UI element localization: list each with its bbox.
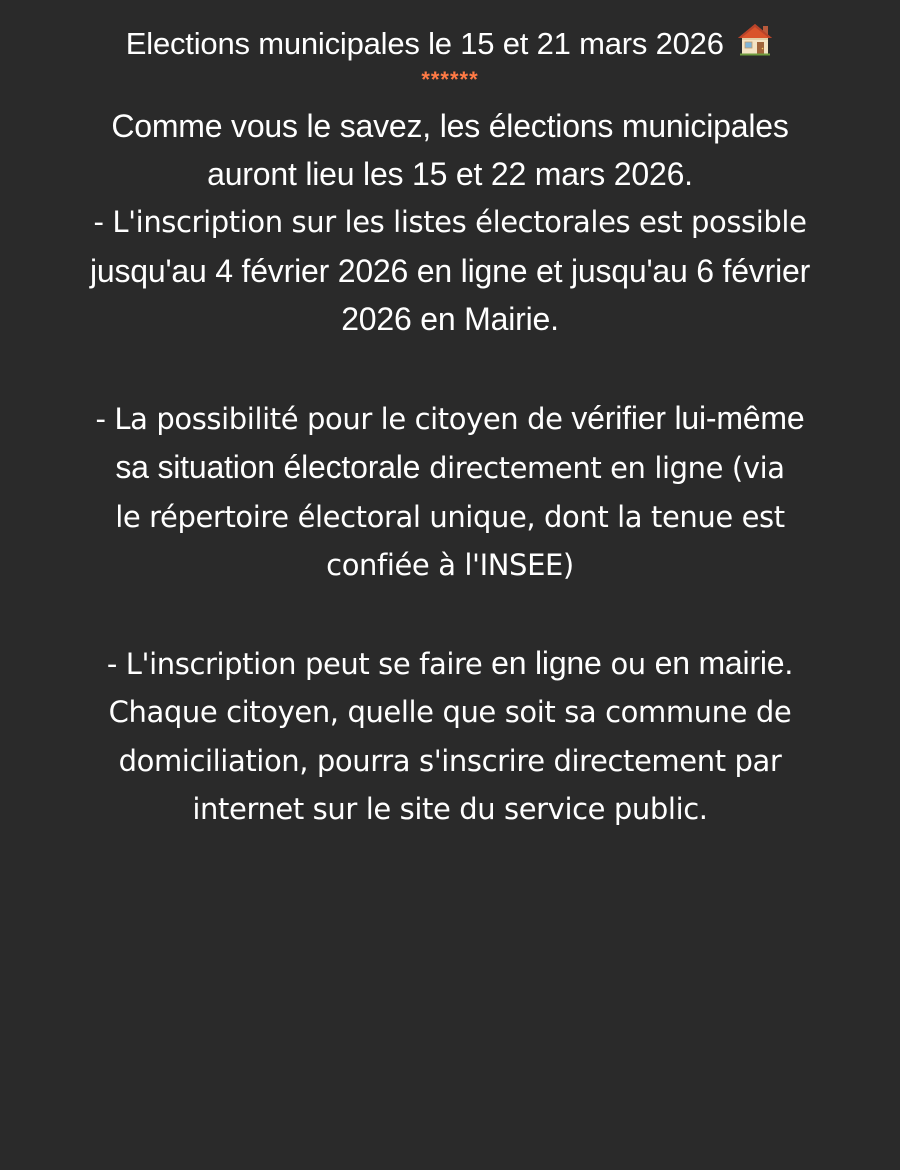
- verification-prefix: - La possibilité pour le citoyen de: [95, 401, 572, 436]
- registration-line: [10, 639, 890, 689]
- deadline-line: 2026 en Mairie.: [341, 301, 559, 337]
- separator-stars: ******: [421, 67, 479, 92]
- verification-line: le répertoire électoral unique, dont la tenue est: [115, 499, 785, 534]
- verification-line: confiée à l'INSEE): [326, 548, 574, 582]
- intro-line: auront lieu les 15 et 22 mars 2026.: [207, 156, 693, 192]
- deadline-line: - L'inscription sur les listes électorales est possible: [93, 205, 807, 239]
- house-icon: [736, 22, 774, 68]
- deadline-line: jusqu'au 4 février 2026 en ligne et jusqu'au 6 février: [89, 252, 811, 289]
- post-title-text: Elections municipales le 15 et 21 mars 2026: [125, 26, 724, 61]
- registration-line: internet sur le site du service public.: [192, 792, 708, 826]
- registration-prefix: - L'inscription peut se faire: [106, 646, 492, 681]
- registration-deadline-paragraph: [10, 198, 890, 344]
- verification-line: [10, 394, 890, 444]
- registration-line: Chaque citoyen, quelle que soit sa commune de: [108, 695, 792, 729]
- registration-bold: en ligne: [491, 644, 602, 681]
- verification-line: [10, 443, 890, 493]
- registration-paragraph: [10, 639, 890, 834]
- verification-bold: sa situation électorale: [115, 449, 421, 485]
- verification-paragraph: [10, 394, 890, 590]
- registration-line: domiciliation, pourra s'inscrire directement par: [118, 743, 782, 778]
- intro-line: Comme vous le savez, les élections municipales: [111, 108, 789, 144]
- registration-middle: ou: [601, 646, 655, 681]
- post-title: [10, 22, 890, 68]
- verification-bold: vérifier lui-même: [571, 399, 805, 436]
- verification-rest: directement en ligne (via: [420, 451, 785, 485]
- registration-bold: en mairie.: [654, 644, 794, 681]
- intro-paragraph: [10, 102, 890, 198]
